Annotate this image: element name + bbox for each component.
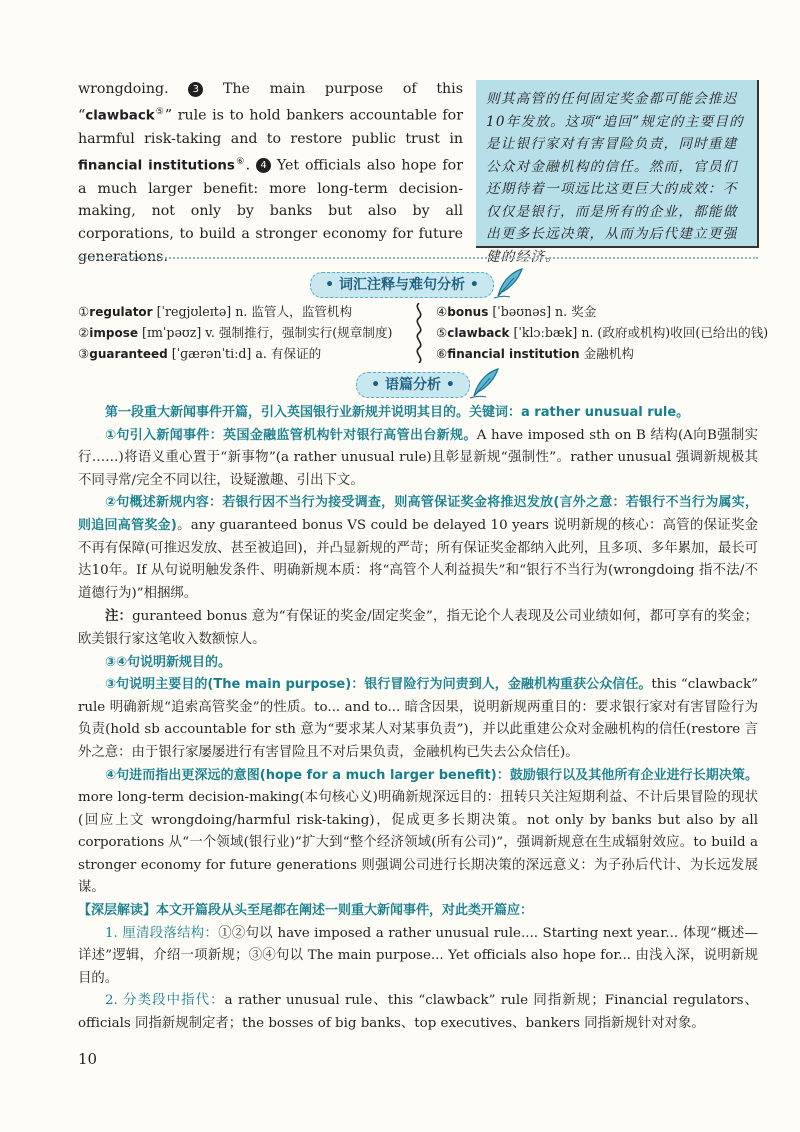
- vocab-number: ③: [78, 346, 90, 361]
- vocab-item: [436, 343, 634, 365]
- paragraph-summary: [78, 402, 758, 425]
- sentence-number-4: 4: [256, 158, 271, 173]
- analysis-paragraph: [78, 765, 758, 901]
- vocab-ref: ⑥: [234, 156, 246, 167]
- analysis-heading: ②句概述新规内容：若银行因不当行为接受调查，则高管保证奖金将推迟发放(言外之意：若银行不当行为属实，则追回高管奖金): [78, 495, 758, 533]
- analysis-text: ①②句以 have imposed a rather unusual rule.... Starting next year... 体现“概述—详述”逻辑，介绍一项新规；③④句以 The main purpose... Yet officials also hope for... 由浅入深，说明新规目的。: [78, 925, 758, 986]
- sentence-tail: wrongdoing.: [78, 81, 169, 97]
- analysis-text: more long-term decision-making(本句核心义)明确新规深远目的：扭转只关注短期利益、不计后果冒险的现状(回应上文 wrongdoing/harmful risk-taking)，促成更多长期决策。not only by banks but also by all corporations 从“一个领域(银行业)”扩大到“整个经济领域(所有公司)”，强调新规意在生成辐射效应。to build a stronger economy for future generations 则强调公司进行长期决策的深远意义：为子孙后代计、为长远发展谋。: [78, 790, 758, 896]
- vocab-ref: ⑤: [154, 106, 165, 117]
- vocab-number: ④: [436, 304, 448, 319]
- vocab-item: [78, 322, 392, 344]
- keyword-clawback: clawback: [85, 108, 155, 124]
- analysis-paragraph: [78, 923, 758, 991]
- quill-icon: [468, 366, 502, 400]
- vocab-ipa: [ˈregjʊleɪtə]: [156, 304, 232, 319]
- vocab-def: a. 有保证的: [255, 346, 322, 361]
- analysis-heading: 1. 厘清段落结构：: [105, 925, 219, 941]
- vocab-ipa: [ˈɡærənˈtiːd]: [171, 346, 252, 361]
- vocab-ipa: [ˈklɔːbæk]: [513, 325, 578, 340]
- sentence-4: Yet officials also hope for a much larger benefit: more long-term decision-making, not only by banks but also by all corporations, to build a stronger economy for future generations.: [78, 157, 463, 265]
- vocab-item: [78, 301, 352, 323]
- summary-heading: 第一段重大新闻事件开篇，引入英国银行业新规并说明其目的。关键词：a rather unusual rule。: [105, 405, 690, 420]
- english-passage: [78, 78, 463, 268]
- vocab-item: [436, 301, 596, 323]
- vocab-def: n. (政府或机构)收回(已给出的钱): [581, 325, 769, 340]
- analysis-text: this “clawback” rule 明确新规“追索高管奖金”的性质。to... and to... 暗含因果，说明新规两重目的：要求银行家对有害冒险行为负责(hold sb accountable for sth 意为“要求某人对某事负责”)，并以此重建公众对金融机构的信任(restore 言外之意：由于银行家屡屡进行有害冒险且不对后果负责，金融机构已失去公众信任)。: [78, 677, 758, 760]
- vocab-word: bonus: [447, 305, 489, 319]
- vocab-def: n. 监管人，监管机构: [235, 304, 353, 319]
- analysis-body: [78, 402, 758, 1036]
- vocab-ipa: [ɪmˈpəʊz]: [142, 325, 202, 340]
- analysis-paragraph: [78, 492, 758, 605]
- analysis-paragraph: [78, 652, 758, 675]
- analysis-heading: ①句引入新闻事件：英国金融监管机构针对银行高管出台新规。: [105, 427, 477, 443]
- translation-text: 则其高管的任何固定奖金都可能会推迟10年发放。这项“追回”规定的主要目的是让银行家对有害冒险负责，同时重建公众对金融机构的信任。然而，官员们还期待着一项远比这更巨大的成效：不仅仅是银行，而是所有的企业，都能做出更多长远决策，从而为后代建立更强健的经济。: [486, 91, 744, 265]
- vocab-item: [436, 322, 768, 344]
- vocab-word: regulator: [89, 305, 153, 319]
- sentence-3-part: ” rule is to hold bankers accountable for harmful risk-taking and to restore public trust in: [78, 107, 463, 147]
- analysis-text: 。any guaranteed bonus VS could be delayed 10 years 说明新规的核心：高管的保证奖金不再有保障(可推迟发放、甚至被追回)，并凸显新规的严苛；所有保证奖金都纳入此列，且多项、多年累加，最长可达10年。If 从句说明触发条件、明确新规本质：将“高管个人利益损失”和“银行不当行为(wrongdoing 指不法/不道德行为)”相捆绑。: [78, 517, 758, 601]
- analysis-heading: 2. 分类段中指代：: [105, 993, 225, 1009]
- analysis-heading: ④句进而指出更深远的意图(hope for a much larger benefit)：鼓励银行以及其他所有企业进行长期决策。: [105, 767, 758, 783]
- vocab-def: 金融机构: [583, 346, 634, 361]
- sentence-number-3: 3: [188, 82, 203, 97]
- vocab-def: n. 奖金: [555, 304, 597, 319]
- deep-reading-heading: [78, 900, 758, 923]
- sentence-3-part: The main purpose of this “: [78, 81, 464, 124]
- vocab-def: v. 强制推行，强制实行(规章制度): [205, 325, 393, 340]
- vocab-column-divider: [413, 303, 425, 363]
- vocab-word: financial institution: [447, 347, 580, 361]
- vocab-word: impose: [89, 326, 139, 340]
- deep-reading-title: 【深层解读】本文开篇段从头至尾都在阐述一则重大新闻事件，对此类开篇应：: [78, 903, 534, 919]
- analysis-text: a rather unusual rule、this “clawback” rule 同指新规；Financial regulators、officials 同指新规制定者；the bosses of big banks、top executives、bankers 同指新规针对对象。: [78, 993, 758, 1032]
- vocab-item: [78, 343, 321, 365]
- analysis-paragraph: [78, 425, 758, 493]
- analysis-paragraph: [78, 990, 758, 1035]
- quill-icon: [492, 266, 526, 300]
- vocab-word: clawback: [447, 326, 510, 340]
- vocab-number: ①: [78, 304, 90, 319]
- vocab-number: ⑥: [436, 346, 448, 361]
- note-text: guranteed bonus 意为“有保证的奖金/固定奖金”，指无论个人表现及公司业绩如何，都可享有的奖金；欧美银行家这笔收入数额惊人。: [78, 609, 758, 647]
- translation-box: [476, 80, 759, 265]
- analysis-text: A have imposed sth on B 结构(A向B强制实行……)将语义重心置于“新事物”(a rather unusual rule)且彰显新规“强制性”。rather unusual 强调新规极其不同寻常/完全不同以往，设疑激趣、引出下文。: [78, 427, 758, 488]
- vocab-word: guaranteed: [89, 347, 168, 361]
- sentence-3-part: .: [245, 157, 251, 174]
- note-label: 注：: [105, 608, 133, 625]
- dotted-divider: [78, 257, 758, 259]
- vocab-number: ⑤: [436, 325, 448, 340]
- page-number: 10: [78, 1050, 98, 1068]
- keyword-financial-institutions: financial institutions: [78, 158, 235, 174]
- analysis-paragraph: [78, 674, 758, 764]
- analysis-section-header: • 语篇分析 •: [356, 372, 470, 398]
- vocab-ipa: [ˈbəʊnəs]: [492, 304, 552, 319]
- analysis-heading: ③④句说明新规目的。: [105, 654, 232, 670]
- analysis-heading: ③句说明主要目的(The main purpose)：银行冒险行为问责到人，金融机构重获公众信任。: [105, 677, 652, 693]
- vocab-number: ②: [78, 325, 90, 340]
- note-paragraph: [78, 605, 758, 651]
- vocab-section-header: • 词汇注释与难句分析 •: [310, 272, 494, 298]
